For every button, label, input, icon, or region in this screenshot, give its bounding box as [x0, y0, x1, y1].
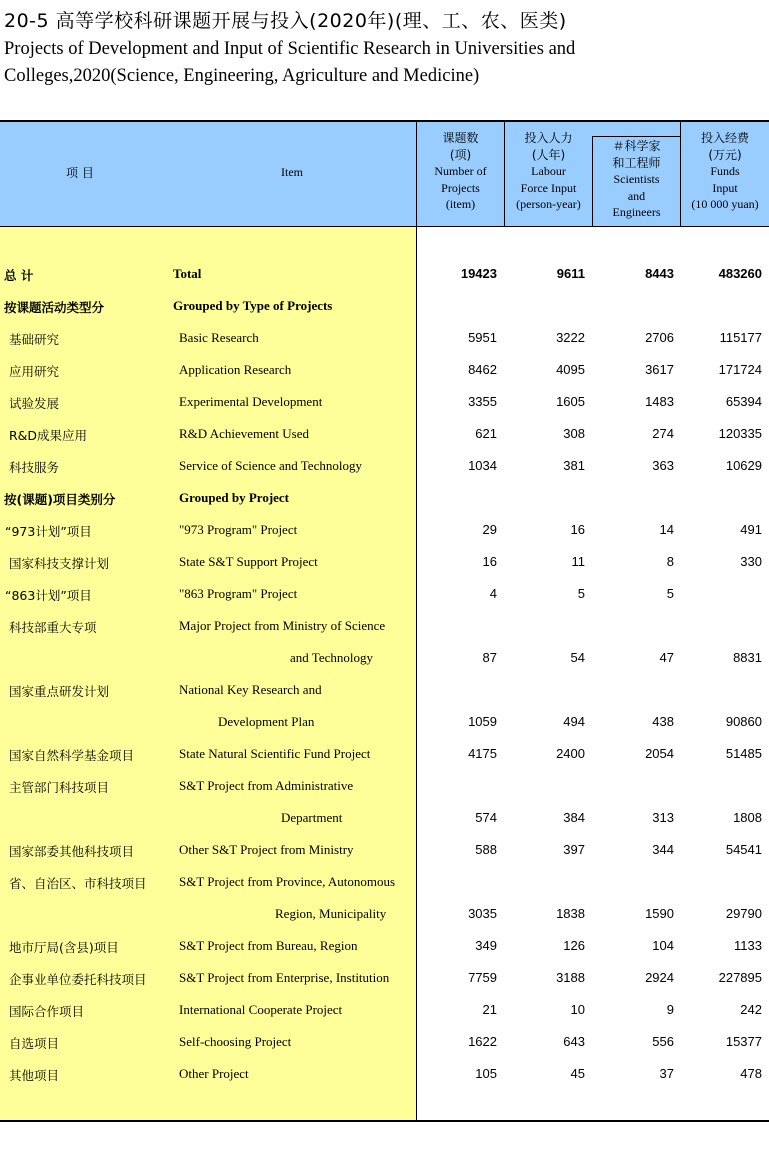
row-label-en: R&D Achievement Used	[179, 426, 309, 441]
row-value: 4175	[468, 746, 497, 761]
row-value: 313	[652, 810, 674, 825]
header-bottom-rule	[0, 226, 769, 227]
row-value: 16	[570, 522, 585, 537]
row-value: 1838	[556, 906, 585, 921]
row-value: 242	[740, 1002, 762, 1017]
row-value: 4	[489, 586, 497, 601]
table-row	[0, 618, 769, 640]
table-row	[0, 362, 769, 384]
row-value: 54	[570, 650, 585, 665]
row-label-cn: 主管部门科技项目	[9, 780, 110, 795]
row-label-en: "973 Program" Project	[179, 522, 298, 537]
row-label-en: Application Research	[179, 362, 292, 377]
row-value: 8831	[733, 650, 762, 665]
row-label-en: Other Project	[179, 1066, 249, 1081]
row-value: 5951	[468, 330, 497, 345]
table-row	[0, 906, 769, 928]
row-value: 65394	[725, 394, 762, 409]
row-value: 363	[652, 458, 674, 473]
row-value: 51485	[725, 746, 762, 761]
row-value: 11	[571, 554, 585, 569]
row-value: 381	[563, 458, 585, 473]
row-value: 19423	[460, 266, 497, 281]
table-row	[0, 810, 769, 832]
header-projects: 课题数 (项) Number of Projects (item)	[434, 131, 487, 211]
row-value: 3188	[556, 970, 585, 985]
subcolumn-rule	[592, 136, 680, 137]
row-value: 1590	[645, 906, 674, 921]
data-table	[0, 120, 769, 1122]
row-label-en: Service of Science and Technology	[179, 458, 362, 473]
row-value: 14	[659, 522, 674, 537]
table-row	[0, 522, 769, 544]
row-value: 171724	[718, 362, 762, 377]
row-label-cn: 企事业单位委托科技项目	[9, 972, 147, 987]
table-bottom-rule	[0, 1120, 769, 1122]
row-value: 588	[475, 842, 497, 857]
row-label-cn: 国家科技支撑计划	[9, 556, 110, 571]
row-label-en: Department	[281, 810, 343, 825]
row-value: 10629	[725, 458, 762, 473]
row-value: 3222	[556, 330, 585, 345]
row-value: 54541	[725, 842, 762, 857]
row-value: 115177	[719, 330, 762, 345]
row-value: 3617	[645, 362, 674, 377]
row-label-en: S&T Project from Administrative	[179, 778, 354, 793]
row-value: 494	[563, 714, 585, 729]
table-row	[0, 266, 769, 288]
row-label-en: Experimental Development	[179, 394, 323, 409]
row-label-cn: 国家自然科学基金项目	[9, 748, 135, 763]
row-label-en: S&T Project from Bureau, Region	[179, 938, 358, 953]
row-label-en: Other S&T Project from Ministry	[179, 842, 354, 857]
table-title-cn: 20-5 高等学校科研课题开展与投入(2020年)(理、工、农、医类)	[4, 10, 567, 32]
row-label-en: Development Plan	[218, 714, 315, 729]
row-label-en: International Cooperate Project	[179, 1002, 343, 1017]
row-label-en: and Technology	[290, 650, 373, 665]
row-label-cn: 按(课题)项目类别分	[4, 492, 116, 507]
row-value: 5	[577, 586, 585, 601]
table-top-rule	[0, 120, 769, 122]
header-item-cn: 项 目	[66, 166, 94, 180]
table-row	[0, 778, 769, 800]
table-row	[0, 970, 769, 992]
row-value: 438	[652, 714, 674, 729]
row-value: 397	[563, 842, 585, 857]
row-label-cn: 基础研究	[9, 332, 60, 347]
row-value: 8462	[468, 362, 497, 377]
row-label-cn: 国家重点研发计划	[9, 684, 110, 699]
table-row	[0, 1002, 769, 1024]
row-value: 1605	[556, 394, 585, 409]
row-value: 574	[475, 810, 497, 825]
row-value: 45	[570, 1066, 585, 1081]
row-label-en: Grouped by Project	[179, 490, 290, 505]
row-value: 87	[482, 650, 497, 665]
row-value: 1808	[733, 810, 762, 825]
row-value: 2054	[645, 746, 674, 761]
row-label-cn: 自选项目	[9, 1036, 60, 1051]
row-value: 29790	[725, 906, 762, 921]
row-value: 4095	[556, 362, 585, 377]
row-label-cn: 国家部委其他科技项目	[9, 844, 135, 859]
table-title-en: Projects of Development and Input of Scientific Research in Universities and Colleges,2020(Science, Engineering, Agriculture and Medicine)	[4, 39, 576, 86]
row-value: 105	[475, 1066, 497, 1081]
row-value: 384	[563, 810, 585, 825]
row-label-en: "863 Program" Project	[179, 586, 298, 601]
row-value: 29	[482, 522, 497, 537]
row-label-en: Self-choosing Project	[179, 1034, 292, 1049]
row-value: 7759	[468, 970, 497, 985]
table-row	[0, 330, 769, 352]
row-label-cn: 试验发展	[9, 396, 60, 411]
row-value: 21	[482, 1002, 497, 1017]
row-label-cn: 应用研究	[9, 364, 60, 379]
row-label-en: State S&T Support Project	[179, 554, 318, 569]
row-label-cn: “973计划”项目	[5, 524, 92, 539]
row-value: 47	[659, 650, 674, 665]
table-row	[0, 586, 769, 608]
row-label-cn: 地市厅局(含县)项目	[9, 940, 119, 955]
row-value: 3355	[468, 394, 497, 409]
row-value: 9611	[556, 266, 585, 281]
row-label-en: Region, Municipality	[275, 906, 387, 921]
table-row	[0, 938, 769, 960]
table-row	[0, 1034, 769, 1056]
row-value: 2706	[645, 330, 674, 345]
row-value: 8443	[645, 266, 674, 281]
row-value: 3035	[468, 906, 497, 921]
table-row	[0, 490, 769, 512]
table-row	[0, 874, 769, 896]
row-label-en: Major Project from Ministry of Science	[179, 618, 386, 633]
header-scientists: ＃科学家 和工程师 Scientists and Engineers	[612, 139, 661, 219]
row-value: 621	[475, 426, 497, 441]
table-row	[0, 682, 769, 704]
row-value: 16	[482, 554, 497, 569]
row-value: 1034	[468, 458, 497, 473]
row-value: 1059	[468, 714, 497, 729]
row-value: 126	[563, 938, 585, 953]
row-label-cn: 省、自治区、市科技项目	[9, 876, 147, 891]
header-item-en: Item	[281, 165, 303, 179]
row-label-cn: 科技服务	[9, 460, 60, 475]
row-value: 308	[563, 426, 585, 441]
row-label-en: State Natural Scientific Fund Project	[179, 746, 371, 761]
table-row	[0, 298, 769, 320]
row-label-cn: 其他项目	[9, 1068, 60, 1083]
row-value: 491	[740, 522, 762, 537]
row-value: 2400	[556, 746, 585, 761]
row-value: 330	[740, 554, 762, 569]
row-value: 2924	[645, 970, 674, 985]
row-value: 10	[570, 1002, 585, 1017]
row-value: 120335	[718, 426, 762, 441]
row-label-cn: 国际合作项目	[9, 1004, 85, 1019]
row-label-en: S&T Project from Enterprise, Institution	[179, 970, 390, 985]
table-row	[0, 458, 769, 480]
row-label-en: Total	[173, 266, 202, 281]
row-value: 483260	[718, 266, 762, 281]
row-label-en: Grouped by Type of Projects	[173, 298, 333, 313]
row-value: 274	[652, 426, 674, 441]
row-label-en: Basic Research	[179, 330, 259, 345]
row-label-en: S&T Project from Province, Autonomous	[179, 874, 396, 889]
table-row	[0, 554, 769, 576]
row-value: 37	[659, 1066, 674, 1081]
row-value: 1622	[468, 1034, 497, 1049]
row-value: 9	[666, 1002, 674, 1017]
row-value: 104	[652, 938, 674, 953]
table-row	[0, 1066, 769, 1088]
row-label-en: National Key Research and	[179, 682, 322, 697]
table-row	[0, 394, 769, 416]
row-label-cn: “863计划”项目	[5, 588, 92, 603]
row-value: 8	[666, 554, 674, 569]
table-row	[0, 714, 769, 736]
header-labour: 投入人力 (人年) Labour Force Input (person-year)	[516, 131, 581, 211]
table-row	[0, 746, 769, 768]
row-label-cn: R&D成果应用	[9, 428, 88, 443]
row-label-cn: 按课题活动类型分	[4, 300, 105, 315]
row-value: 556	[652, 1034, 674, 1049]
table-row	[0, 650, 769, 672]
row-value: 90860	[725, 714, 762, 729]
row-value: 344	[652, 842, 674, 857]
row-value: 643	[563, 1034, 585, 1049]
row-label-cn: 总 计	[4, 268, 34, 283]
row-value: 15377	[725, 1034, 762, 1049]
row-value: 1483	[645, 394, 674, 409]
row-label-cn: 科技部重大专项	[9, 620, 97, 635]
table-row	[0, 842, 769, 864]
row-value: 349	[475, 938, 497, 953]
header-funds: 投入经费 (万元) Funds Input (10 000 yuan)	[691, 131, 759, 211]
row-value: 478	[740, 1066, 762, 1081]
row-value: 227895	[718, 970, 762, 985]
table-row	[0, 426, 769, 448]
row-value: 1133	[734, 938, 762, 953]
row-value: 5	[666, 586, 674, 601]
